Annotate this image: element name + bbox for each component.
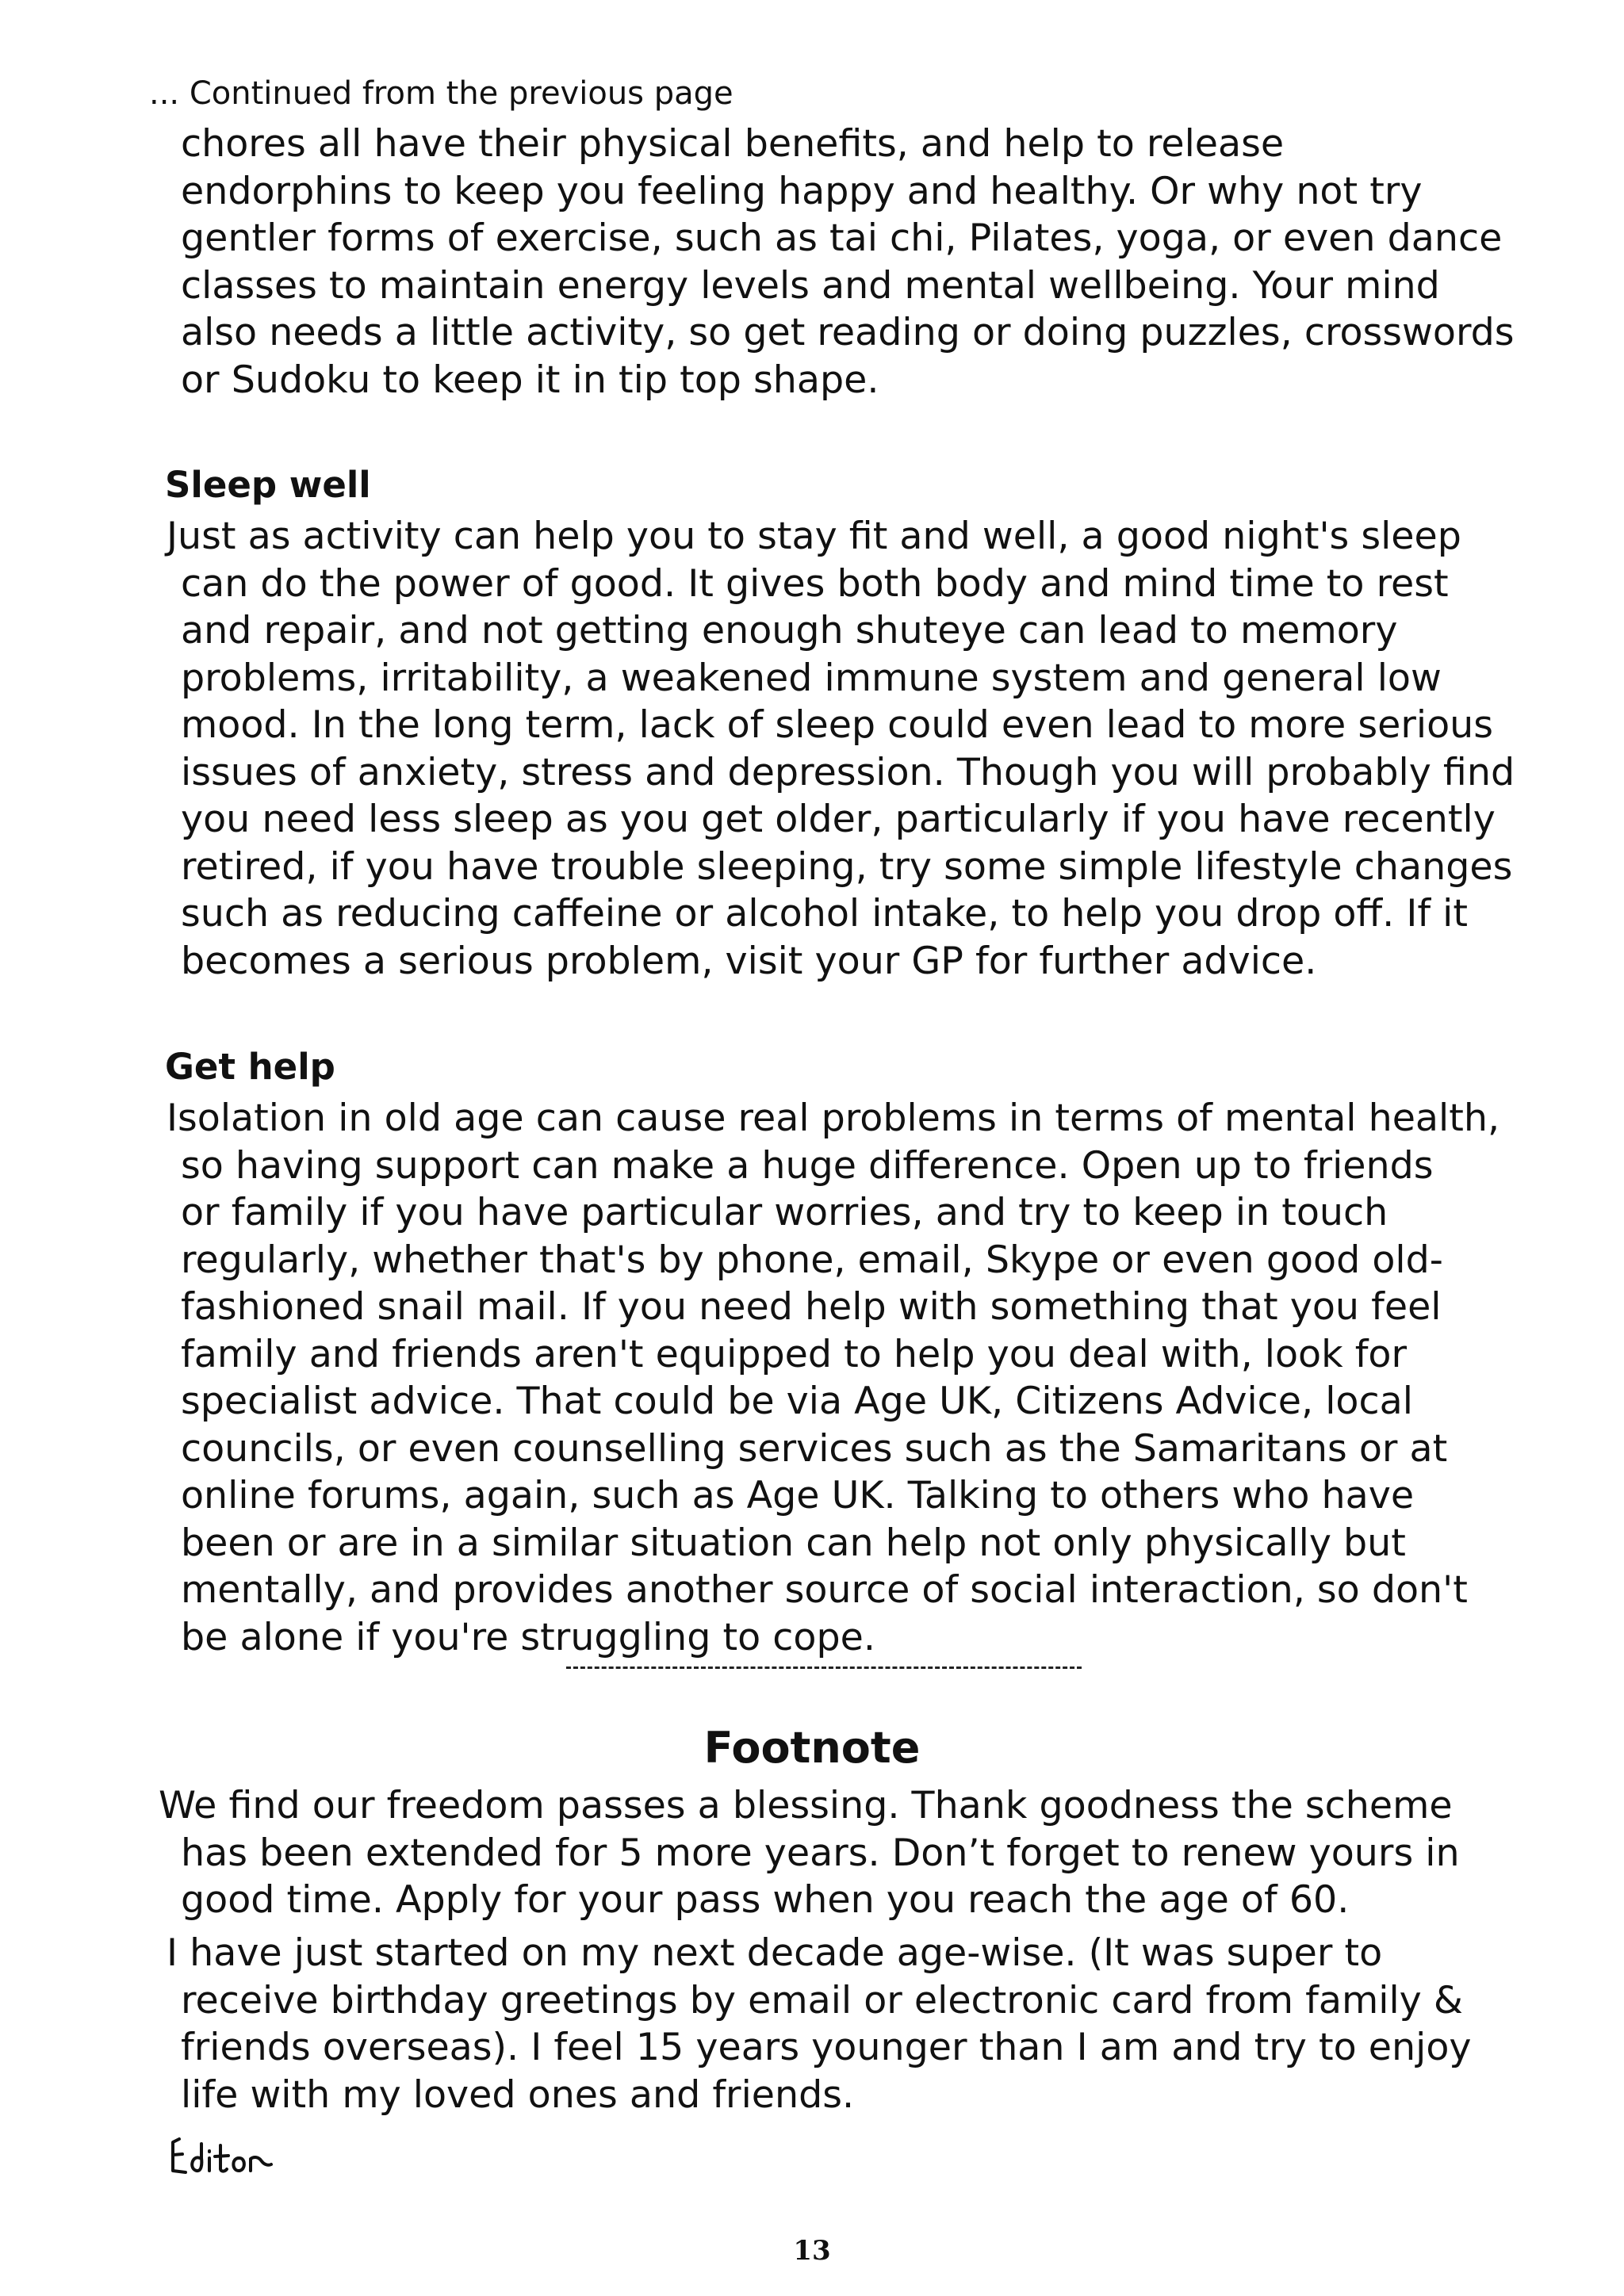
paragraph-line: receive birthday greetings by email or electronic card from family & xyxy=(181,1978,1463,2022)
paragraph-line: problems, irritability, a weakened immune system and general low xyxy=(181,656,1442,700)
paragraph-line: endorphins to keep you feeling happy and healthy. Or why not try xyxy=(181,169,1423,213)
paragraph-line: such as reducing caffeine or alcohol intake, to help you drop off. If it xyxy=(181,892,1468,936)
paragraph-line: becomes a serious problem, visit your GP for further advice. xyxy=(181,939,1317,983)
paragraph-line: or Sudoku to keep it in tip top shape. xyxy=(181,358,879,402)
continued-note: ... Continued from the previous page xyxy=(149,75,733,112)
paragraph-line: so having support can make a huge difference. Open up to friends xyxy=(181,1143,1434,1188)
paragraph-line: good time. Apply for your pass when you reach the age of 60. xyxy=(181,1878,1350,1922)
section-heading-help: Get help xyxy=(165,1046,335,1088)
paragraph-line: been or are in a similar situation can help not only physically but xyxy=(181,1521,1406,1565)
paragraph-line: councils, or even counselling services such as the Samaritans or at xyxy=(181,1426,1448,1471)
paragraph-line: We find our freedom passes a blessing. Thank goodness the scheme xyxy=(159,1784,1453,1827)
section-divider xyxy=(566,1667,1082,1669)
paragraph-line: be alone if you're struggling to cope. xyxy=(181,1615,875,1659)
footnote-title: Footnote xyxy=(703,1723,921,1773)
paragraph-line: friends overseas). I feel 15 years younger than I am and try to enjoy xyxy=(181,2026,1472,2069)
paragraph-line: and repair, and not getting enough shuteye can lead to memory xyxy=(181,609,1398,652)
paragraph-line: also needs a little activity, so get reading or doing puzzles, crosswords xyxy=(181,311,1515,354)
footnote-paragraph-1 xyxy=(159,1782,1460,1924)
paragraph-line: Just as activity can help you to stay fit and well, a good night's sleep xyxy=(167,515,1461,558)
paragraph-line: or family if you have particular worries, and try to keep in touch xyxy=(181,1191,1388,1234)
paragraph-line: life with my loved ones and friends. xyxy=(181,2072,855,2117)
sleep-paragraph xyxy=(167,513,1515,985)
paragraph-line: specialist advice. That could be via Age UK, Citizens Advice, local xyxy=(181,1380,1413,1423)
paragraph-line: regularly, whether that's by phone, email, Skype or even good old- xyxy=(181,1238,1443,1282)
paragraph-line: has been extended for 5 more years. Don’t forget to renew yours in xyxy=(181,1831,1460,1875)
paragraph-line: you need less sleep as you get older, particularly if you have recently xyxy=(181,798,1496,841)
paragraph-line: retired, if you have trouble sleeping, try some simple lifestyle changes xyxy=(181,844,1513,889)
paragraph-line: classes to maintain energy levels and mental wellbeing. Your mind xyxy=(181,263,1440,308)
paragraph-line: family and friends aren't equipped to help you deal with, look for xyxy=(181,1332,1408,1376)
footnote-paragraph-2 xyxy=(167,1930,1472,2118)
paragraph-line: gentler forms of exercise, such as tai chi, Pilates, yoga, or even dance xyxy=(181,216,1503,260)
help-paragraph xyxy=(167,1095,1500,1661)
paragraph-line: Isolation in old age can cause real problems in terms of mental health, xyxy=(167,1096,1500,1140)
paragraph-line: issues of anxiety, stress and depression. Though you will probably find xyxy=(181,750,1515,794)
paragraph-line: can do the power of good. It gives both body and mind time to rest xyxy=(181,561,1449,606)
paragraph-line: online forums, again, such as Age UK. Talking to others who have xyxy=(181,1474,1415,1517)
section-heading-sleep: Sleep well xyxy=(165,464,371,506)
intro-paragraph xyxy=(181,121,1515,404)
paragraph-line: I have just started on my next decade age-wise. (It was super to xyxy=(167,1931,1383,1975)
paragraph-line: fashioned snail mail. If you need help with something that you feel xyxy=(181,1285,1442,1329)
editor-signature xyxy=(165,2131,284,2187)
paragraph-line: mood. In the long term, lack of sleep could even lead to more serious xyxy=(181,703,1493,747)
page-number: 13 xyxy=(793,2235,831,2267)
paragraph-line: mentally, and provides another source of social interaction, so don't xyxy=(181,1568,1468,1612)
paragraph-line: chores all have their physical benefits, and help to release xyxy=(181,122,1285,166)
